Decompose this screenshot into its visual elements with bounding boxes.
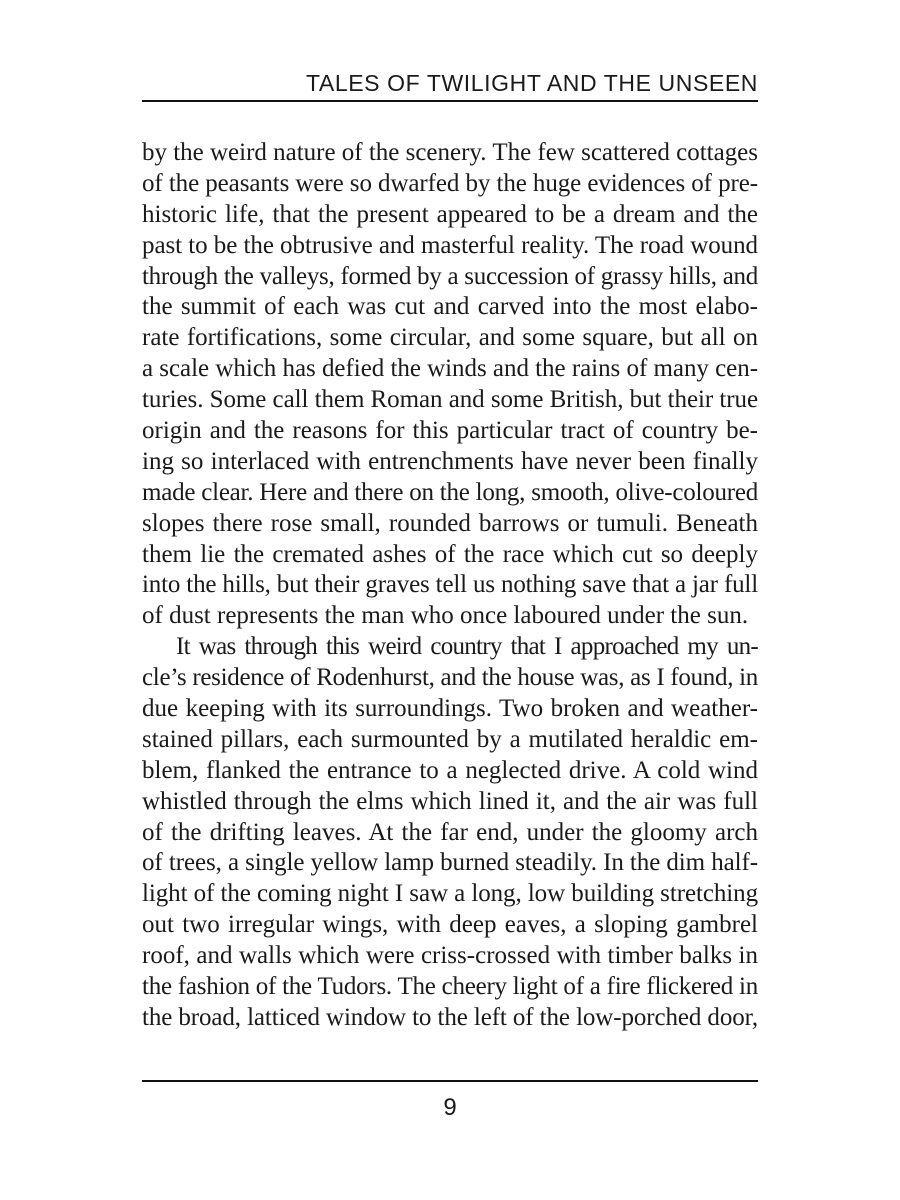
text-line: rate fortifications, some circular, and some square, but all on — [142, 324, 758, 352]
paragraph — [142, 138, 758, 632]
text-line: blem, flanked the entrance to a neglected drive. A cold wind — [142, 756, 758, 784]
text-line: the summit of each was cut and carved into the most elabo- — [142, 293, 758, 321]
text-line: of the drifting leaves. At the far end, under the gloomy arch — [142, 818, 758, 846]
text-line: through the valleys, formed by a succession of grassy hills, and — [142, 262, 758, 290]
text-line: It was through this weird country that I approached my un- — [176, 633, 758, 661]
text-line: historic life, that the present appeared to be a dream and the — [142, 200, 758, 228]
text-line: turies. Some call them Roman and some British, but their true — [142, 386, 758, 414]
body-text — [142, 138, 758, 1034]
text-line: a scale which has defied the winds and the rains of many cen- — [142, 355, 759, 383]
text-line: past to be the obtrusive and masterful reality. The road wound — [142, 231, 758, 259]
text-line: whistled through the elms which lined it, and the air was full — [142, 787, 758, 815]
text-line: of trees, a single yellow lamp burned steadily. In the dim half- — [142, 849, 758, 877]
text-line: them lie the cremated ashes of the race which cut so deeply — [142, 540, 758, 568]
text-line: the broad, latticed window to the left of the low-porched door, — [142, 1003, 758, 1031]
header-rule — [142, 100, 758, 102]
text-line: stained pillars, each surmounted by a mutilated heraldic em- — [142, 725, 758, 753]
page-number: 9 — [443, 1094, 457, 1121]
text-line: ing so interlaced with entrenchments have never been finally — [142, 447, 758, 475]
text-line: into the hills, but their graves tell us nothing save that a jar full — [142, 571, 758, 599]
text-line: out two irregular wings, with deep eaves, a sloping gambrel — [142, 911, 758, 939]
text-line: made clear. Here and there on the long, smooth, olive-coloured — [142, 478, 759, 506]
running-head: TALES OF TWILIGHT AND THE UNSEEN — [305, 70, 758, 96]
text-line: due keeping with its surroundings. Two broken and weather- — [142, 695, 758, 723]
text-line: the fashion of the Tudors. The cheery light of a fire flickered in — [142, 973, 758, 1001]
text-line: of the peasants were so dwarfed by the huge evidences of pre- — [142, 169, 758, 197]
text-line: cle’s residence of Rodenhurst, and the house was, as I found, in — [142, 664, 758, 692]
paragraph — [142, 632, 758, 1034]
text-line: origin and the reasons for this particular tract of country be- — [142, 417, 758, 445]
text-line: roof, and walls which were criss-crossed with timber balks in — [142, 942, 758, 970]
text-line: light of the coming night I saw a long, low building stretching — [142, 880, 758, 908]
text-line: slopes there rose small, rounded barrows or tumuli. Beneath — [142, 509, 758, 537]
text-line: of dust represents the man who once laboured under the sun. — [142, 602, 749, 630]
footer-rule — [142, 1080, 758, 1082]
text-line: by the weird nature of the scenery. The few scattered cottages — [142, 139, 758, 166]
